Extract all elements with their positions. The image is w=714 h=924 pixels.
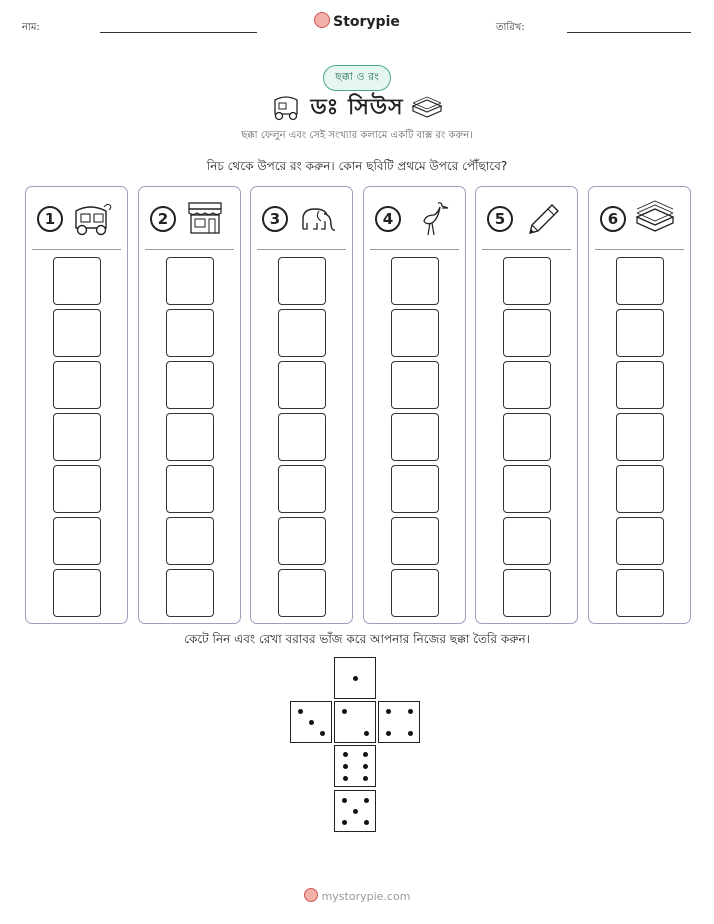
column-number: 2	[150, 206, 176, 232]
column-divider	[145, 249, 234, 250]
activity-badge: ছক্কা ও রং	[323, 65, 391, 91]
pip	[343, 764, 348, 769]
color-box[interactable]	[616, 361, 664, 409]
pip	[363, 764, 368, 769]
column-divider	[595, 249, 684, 250]
color-box[interactable]	[616, 413, 664, 461]
brand-logo: Storypie	[0, 12, 714, 30]
color-box[interactable]	[616, 309, 664, 357]
color-box[interactable]	[616, 569, 664, 617]
column-5	[475, 186, 578, 624]
color-box[interactable]	[278, 257, 326, 305]
subtitle: ছক্কা ফেলুন এবং সেই সংখ্যার কলামে একটি বাক্স রং করুন।	[241, 130, 473, 141]
pip	[408, 731, 413, 736]
color-box[interactable]	[278, 569, 326, 617]
shop-icon	[183, 199, 227, 237]
pip	[320, 731, 325, 736]
pencil-icon	[520, 199, 564, 237]
color-box[interactable]	[391, 465, 439, 513]
pip	[386, 709, 391, 714]
color-box[interactable]	[503, 309, 551, 357]
color-box[interactable]	[391, 569, 439, 617]
color-box[interactable]	[503, 257, 551, 305]
pip	[298, 709, 303, 714]
pip	[353, 676, 358, 681]
color-box[interactable]	[503, 465, 551, 513]
color-box[interactable]	[166, 517, 214, 565]
die-face-5	[334, 790, 376, 832]
color-box[interactable]	[166, 309, 214, 357]
die-face-2	[334, 701, 376, 743]
color-box[interactable]	[391, 257, 439, 305]
pip	[386, 731, 391, 736]
die-face-1	[334, 657, 376, 699]
pip	[363, 776, 368, 781]
pip	[363, 752, 368, 757]
color-box[interactable]	[166, 361, 214, 409]
stork-icon	[408, 199, 452, 237]
column-1	[25, 186, 128, 624]
column-divider	[32, 249, 121, 250]
color-box[interactable]	[53, 517, 101, 565]
column-divider	[370, 249, 459, 250]
color-box[interactable]	[53, 569, 101, 617]
color-box[interactable]	[503, 361, 551, 409]
pip	[364, 820, 369, 825]
page-title: ডঃ সিউস	[310, 95, 404, 120]
pip	[364, 731, 369, 736]
boxing-ring-icon	[410, 94, 444, 120]
pip	[309, 720, 314, 725]
die-face-3	[290, 701, 332, 743]
column-number: 5	[487, 206, 513, 232]
color-box[interactable]	[391, 517, 439, 565]
die-face-6	[334, 745, 376, 787]
column-number: 6	[600, 206, 626, 232]
boxing-ring-icon	[633, 199, 677, 237]
auto-rickshaw-icon	[70, 199, 114, 237]
column-6	[588, 186, 691, 624]
color-box[interactable]	[166, 257, 214, 305]
color-box[interactable]	[278, 465, 326, 513]
pip	[364, 798, 369, 803]
elephant-icon	[295, 199, 339, 237]
color-box[interactable]	[616, 517, 664, 565]
color-box[interactable]	[166, 465, 214, 513]
color-box[interactable]	[391, 413, 439, 461]
name-line[interactable]	[100, 32, 257, 33]
date-line[interactable]	[567, 32, 691, 33]
color-box[interactable]	[391, 309, 439, 357]
column-divider	[482, 249, 571, 250]
color-box[interactable]	[53, 309, 101, 357]
pip	[353, 809, 358, 814]
color-box[interactable]	[278, 309, 326, 357]
storypie-logo-icon	[304, 888, 318, 902]
color-box[interactable]	[278, 517, 326, 565]
pip	[408, 709, 413, 714]
pip	[343, 752, 348, 757]
pip	[343, 776, 348, 781]
color-box[interactable]	[53, 465, 101, 513]
footer	[0, 888, 714, 903]
column-divider	[257, 249, 346, 250]
die-face-4	[378, 701, 420, 743]
color-box[interactable]	[503, 413, 551, 461]
color-box[interactable]	[53, 257, 101, 305]
name-label: নাম:	[22, 22, 40, 33]
color-box[interactable]	[503, 569, 551, 617]
color-box[interactable]	[278, 413, 326, 461]
color-box[interactable]	[616, 465, 664, 513]
column-2	[138, 186, 241, 624]
pip	[342, 820, 347, 825]
color-box[interactable]	[616, 257, 664, 305]
color-box[interactable]	[278, 361, 326, 409]
footer-url[interactable]: mystorypie.com	[321, 890, 411, 903]
color-box[interactable]	[166, 413, 214, 461]
color-box[interactable]	[391, 361, 439, 409]
column-4	[363, 186, 466, 624]
storypie-logo-icon	[314, 12, 330, 28]
column-number: 3	[262, 206, 288, 232]
instruction: নিচ থেকে উপরে রং করুন। কোন ছবিটি প্রথমে উপরে পৌঁছাবে?	[206, 159, 508, 173]
color-box[interactable]	[53, 361, 101, 409]
pip	[342, 709, 347, 714]
color-box[interactable]	[503, 517, 551, 565]
date-label: তারিখ:	[496, 22, 525, 33]
column-number: 1	[37, 206, 63, 232]
column-number: 4	[375, 206, 401, 232]
dice-net	[290, 657, 424, 835]
cut-instruction: কেটে নিন এবং রেখা বরাবর ভাঁজ করে আপনার নিজের ছক্কা তৈরি করুন।	[184, 632, 530, 646]
column-3	[250, 186, 353, 624]
color-box[interactable]	[166, 569, 214, 617]
pip	[342, 798, 347, 803]
color-box[interactable]	[53, 413, 101, 461]
